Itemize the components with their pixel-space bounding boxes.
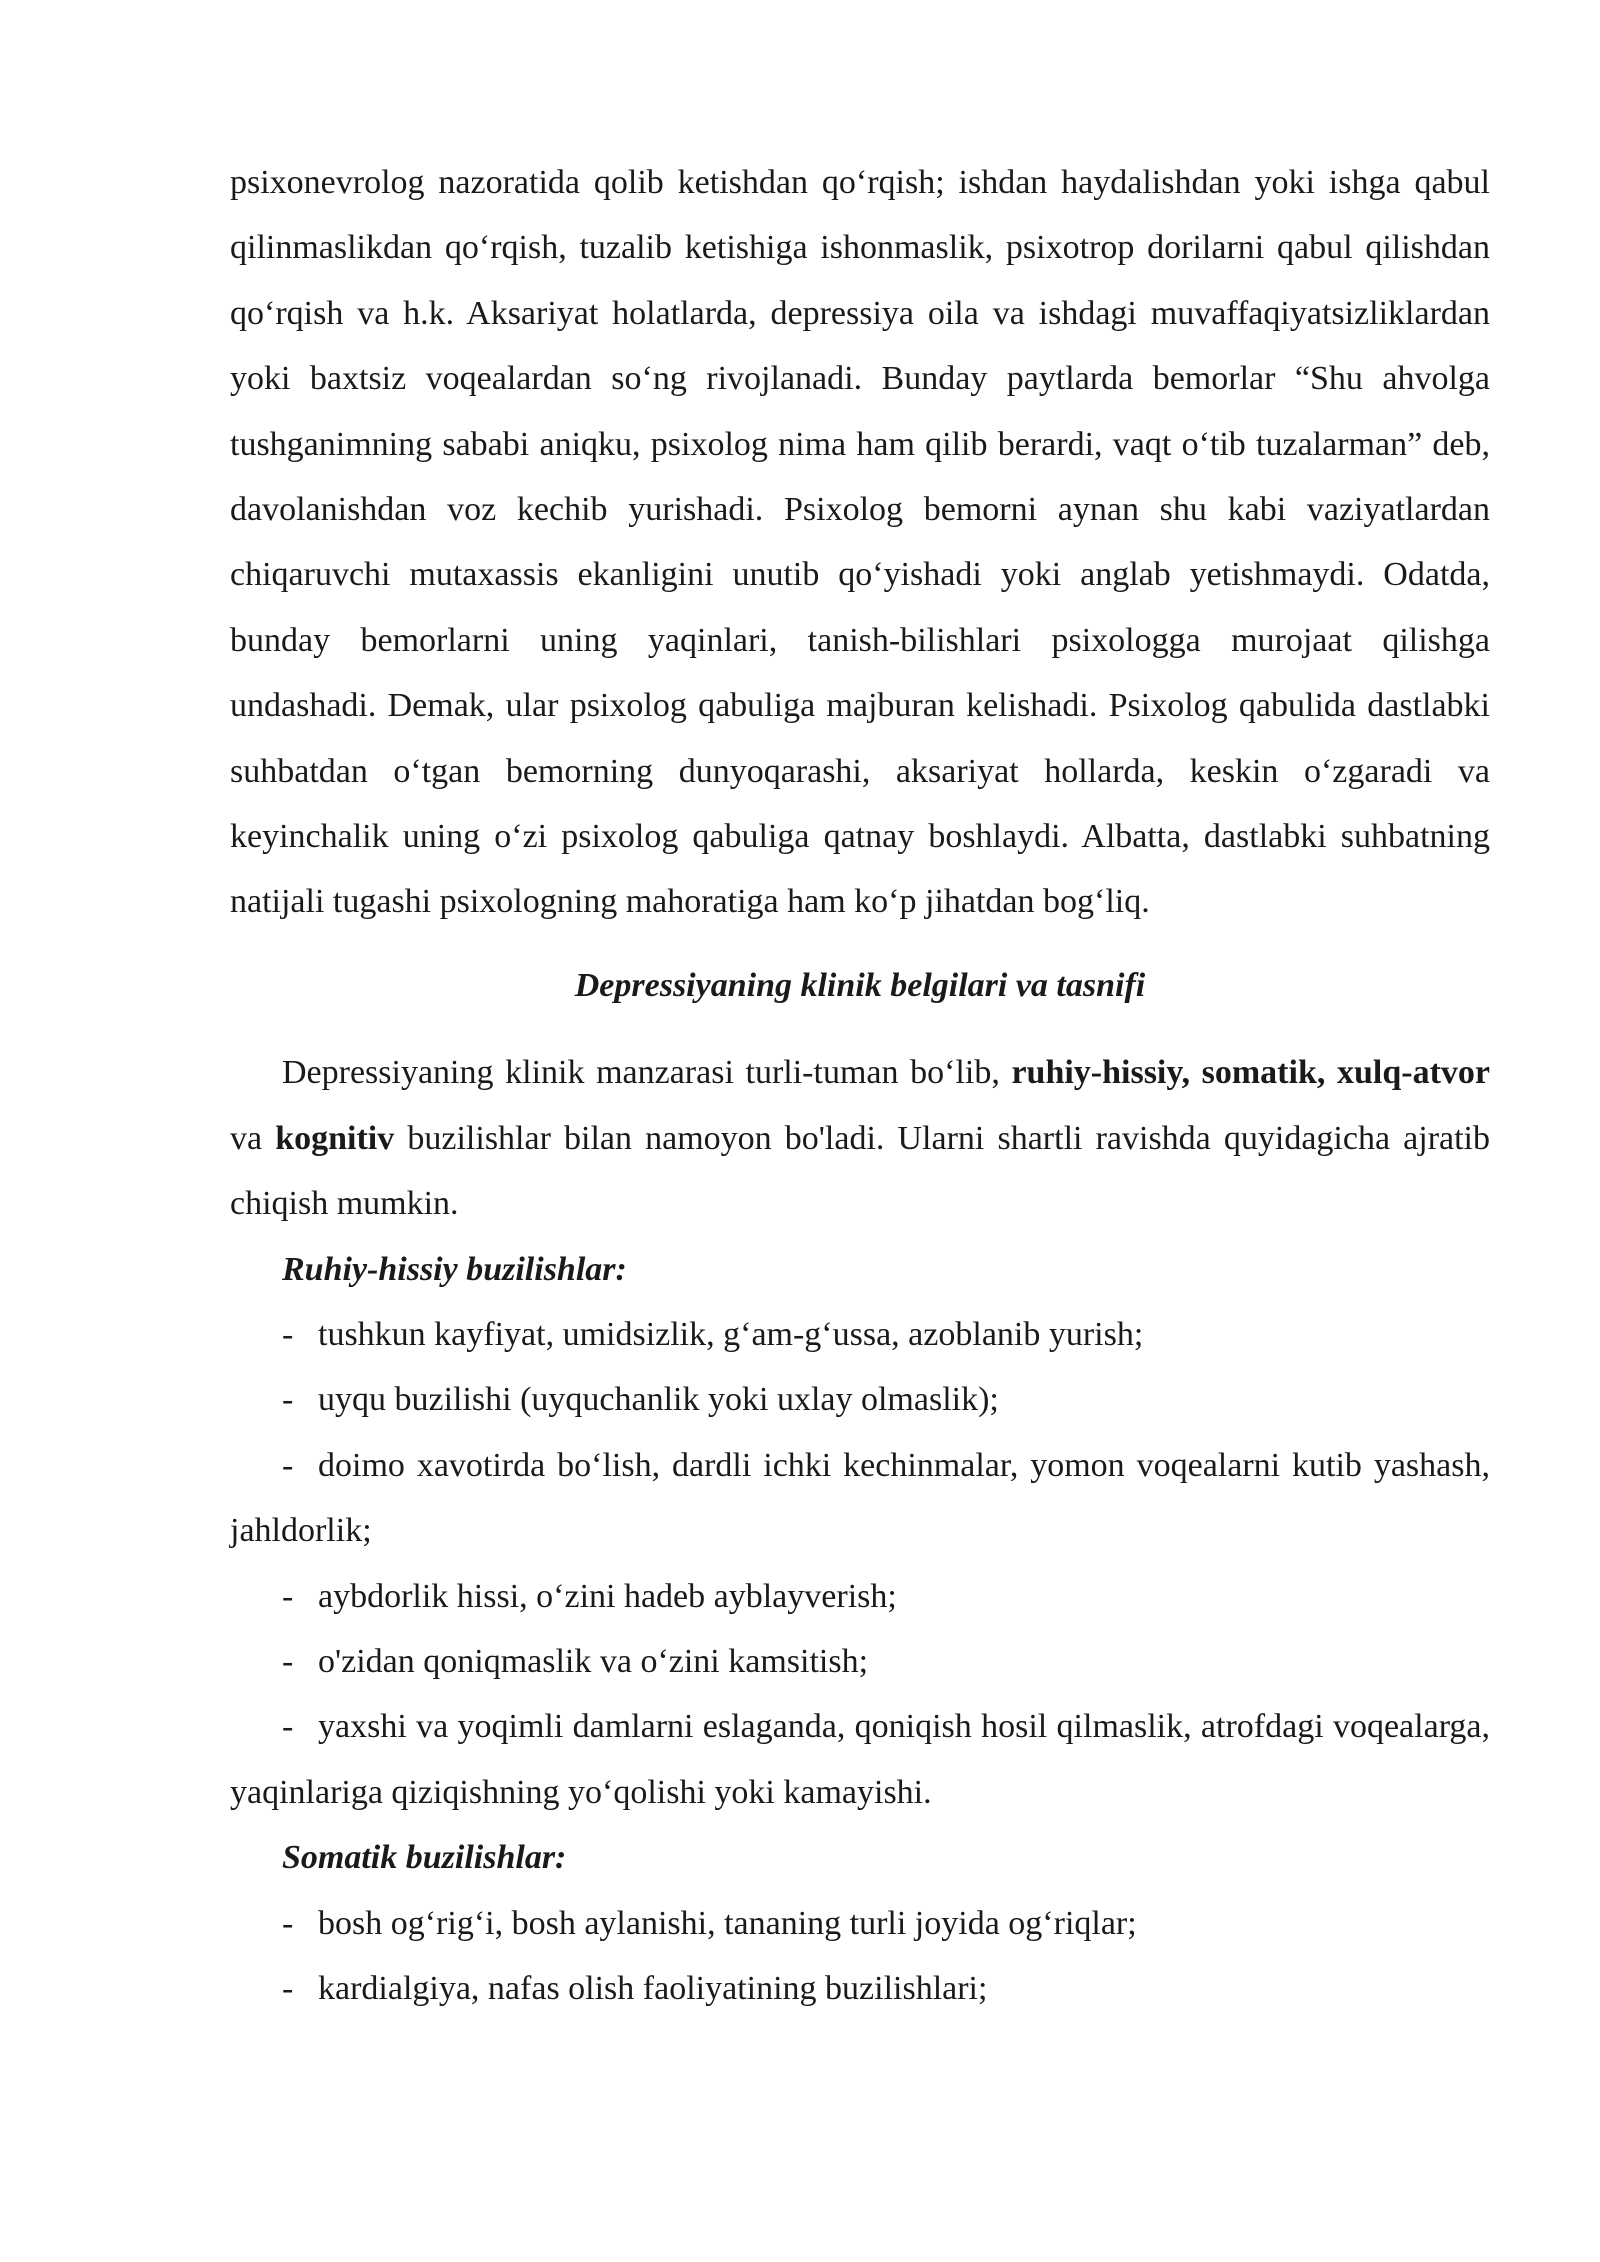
list-item — [230, 1302, 1490, 1367]
list-item — [230, 1629, 1490, 1694]
classification-text-2: va — [230, 1119, 276, 1157]
list-item — [230, 1564, 1490, 1629]
list-item-text: tushkun kayfiyat, umidsizlik, g‘am-g‘ussa, azoblanib yurish; — [318, 1315, 1144, 1353]
list-item-text: aybdorlik hissi, o‘zini hadeb ayblayverish; — [318, 1577, 897, 1615]
intro-paragraph: psixonevrolog nazoratida qolib ketishdan qo‘rqish; ishdan haydalishdan yoki ishga qabul qilinmaslikdan qo‘rqish, tuzalib ketishiga ishonmaslik, psixotrop dorilarni qabul qilishdan qo‘rqish va h.k. Aksariyat holatlarda, depressiya oila va ishdagi muvaffaqiyatsizliklardan yoki baxtsiz voqealardan so‘ng rivojlanadi. Bunday paytlarda bemorlar “Shu ahvolga tushganimning sababi aniqku, psixolog nima ham qilib berardi, vaqt o‘tib tuzalarman” deb, davolanishdan voz kechib yurishadi. Psixolog bemorni aynan shu kabi vaziyatlardan chiqaruvchi mutaxassis ekanligini unutib qo‘yishadi yoki anglab yetishmaydi. Odatda, bunday bemorlarni uning yaqinlari, tanish-bilishlari psixologga murojaat qilishga undashadi. Demak, ular psixolog qabuliga majburan kelishadi. Psixolog qabulida dastlabki suhbatdan o‘tgan bemorning dunyoqarashi, aksariyat hollarda, keskin o‘zgaradi va keyinchalik uning o‘zi psixolog qabuliga qatnay boshlaydi. Albatta, dastlabki suhbatning natijali tugashi psixologning mahoratiga ham ko‘p jihatdan bog‘liq. — [230, 164, 1490, 921]
classification-paragraph — [230, 1040, 1490, 1236]
list-dash: - — [282, 1315, 294, 1353]
list-item-text: yaxshi va yoqimli damlarni eslaganda, qoniqish hosil qilmaslik, atrofdagi voqealarga, yaqinlariga qiziqishning yo‘qolishi yoki kamayishi. — [230, 1708, 1490, 1811]
emotional-disorders-title: Ruhiy-hissiy buzilishlar: — [282, 1250, 627, 1288]
list-dash: - — [282, 1381, 294, 1419]
list-item-text: o'zidan qoniqmaslik va o‘zini kamsitish; — [318, 1642, 869, 1680]
classification-text-1: Depressiyaning klinik manzarasi turli-tuman bo‘lib, — [282, 1054, 1012, 1092]
list-item-text: kardialgiya, nafas olish faoliyatining buzilishlari; — [318, 1969, 988, 2007]
list-item-text: uyqu buzilishi (uyquchanlik yoki uxlay olmaslik); — [318, 1381, 999, 1419]
list-dash: - — [282, 1708, 294, 1746]
emotional-disorders-list — [230, 1302, 1490, 1825]
list-dash: - — [282, 1446, 294, 1484]
somatic-disorders-title: Somatik buzilishlar: — [282, 1839, 567, 1877]
list-dash: - — [282, 1642, 294, 1680]
list-dash: - — [282, 1969, 294, 2007]
classification-text-3: buzilishlar bilan namoyon bo'ladi. Ularni shartli ravishda quyidagicha ajratib chiqish mumkin. — [230, 1119, 1491, 1223]
list-item — [230, 1956, 1490, 2021]
classification-bold-1: ruhiy-hissiy, somatik, xulq-atvor — [1011, 1054, 1490, 1092]
list-dash: - — [282, 1904, 294, 1942]
list-item — [230, 1891, 1490, 1956]
section-heading: Depressiyaning klinik belgilari va tasnifi — [574, 966, 1146, 1004]
list-item — [230, 1694, 1490, 1825]
list-item-text: bosh og‘rig‘i, bosh aylanishi, tananing turli joyida og‘riqlar; — [318, 1904, 1137, 1942]
list-item — [230, 1433, 1490, 1564]
list-item-text: doimo xavotirda bo‘lish, dardli ichki kechinmalar, yomon voqealarni kutib yashash, jahldorlik; — [230, 1446, 1490, 1550]
list-item — [230, 1367, 1490, 1432]
somatic-disorders-list — [230, 1891, 1490, 2022]
list-dash: - — [282, 1577, 294, 1615]
classification-bold-2: kognitiv — [275, 1119, 395, 1157]
document-page — [230, 150, 1490, 2021]
